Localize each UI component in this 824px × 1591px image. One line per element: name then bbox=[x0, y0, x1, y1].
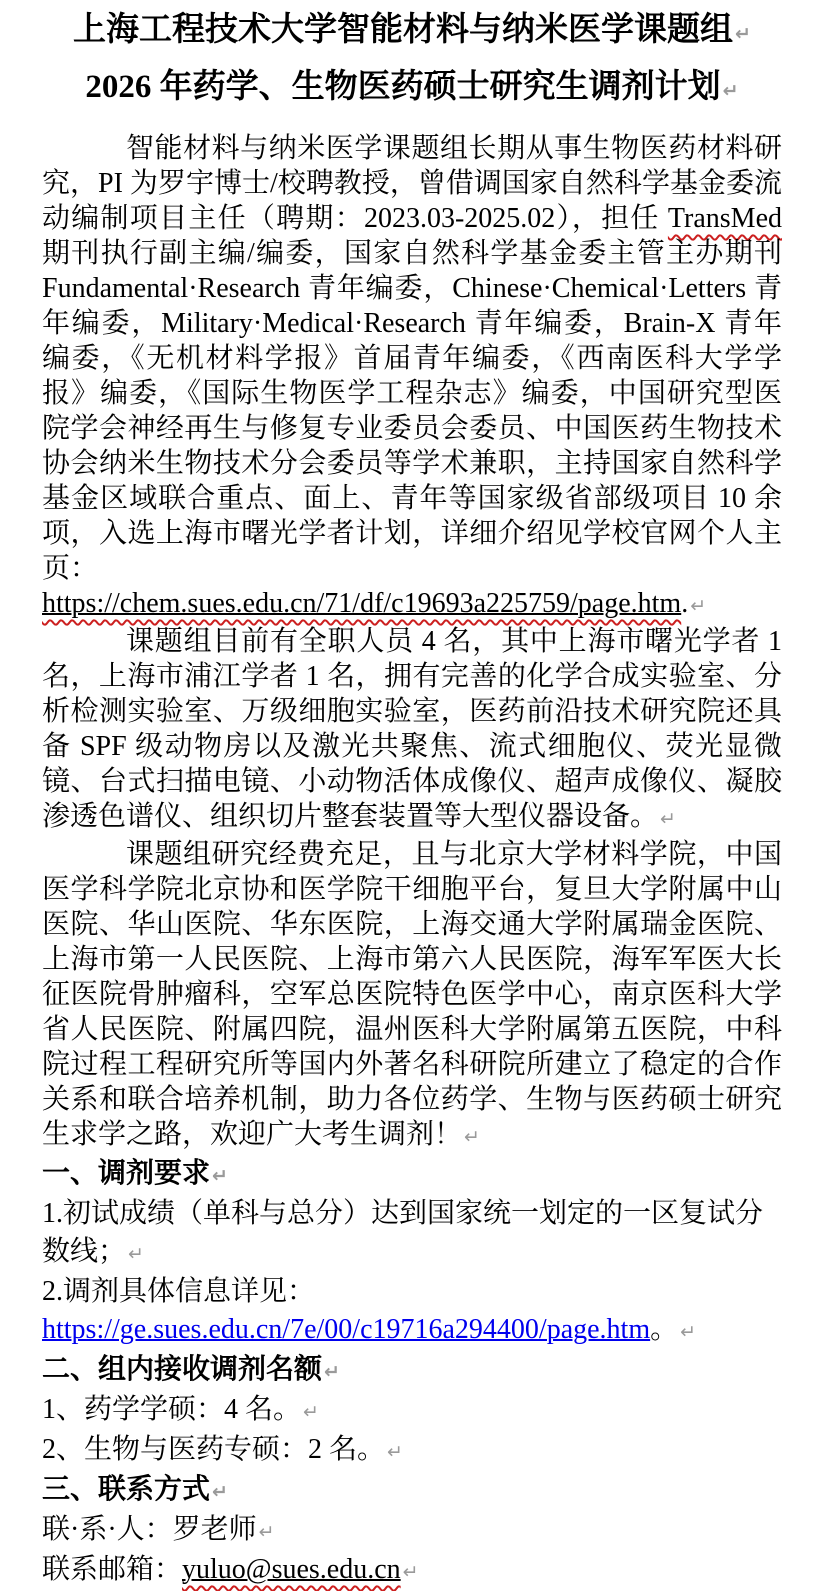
requirement-item-2 bbox=[42, 1273, 782, 1351]
doc-title-line1-text: 上海工程技术大学智能材料与纳米医学课题组 bbox=[73, 12, 734, 48]
section-heading-quota-text: 二、组内接收调剂名额 bbox=[42, 1354, 323, 1385]
contact-person-text: 联·系·人：罗老师 bbox=[42, 1514, 257, 1545]
homepage-link[interactable]: https://chem.sues.edu.cn/71/df/c19693a225759/page.htm bbox=[42, 588, 682, 619]
pilcrow-mark: ↵ bbox=[735, 23, 751, 45]
section-heading-quota bbox=[42, 1351, 782, 1391]
requirement-item-1-text: 1.初试成绩（单科与总分）达到国家统一划定的一区复试分数线； bbox=[42, 1198, 764, 1267]
pilcrow-mark: ↵ bbox=[660, 808, 676, 830]
pilcrow-mark: ↵ bbox=[464, 1126, 480, 1148]
transmed-journal-text: TransMed bbox=[667, 203, 782, 234]
doc-title-line2 bbox=[42, 67, 782, 111]
doc-title-line1 bbox=[42, 10, 782, 54]
quota-item-biomed-text: 2、生物与医药专硕：2 名。 bbox=[42, 1434, 386, 1465]
intro-paragraph-2 bbox=[42, 624, 782, 837]
intro-paragraph-1 bbox=[42, 131, 782, 586]
pilcrow-mark: ↵ bbox=[303, 1401, 319, 1423]
contact-email-line bbox=[42, 1551, 782, 1591]
intro-paragraph-1-text-a: 智能材料与纳米医学课题组长期从事生物医药材料研究，PI 为罗宇博士/校聘教授，曾借调国家自然科学基金委流动编制项目主任（聘期：2023.03-2025.02），担任 bbox=[42, 133, 782, 234]
requirement-item-2-label: 2.调剂具体信息详见： bbox=[42, 1276, 316, 1307]
pilcrow-mark: ↵ bbox=[128, 1243, 144, 1265]
contact-person-line bbox=[42, 1511, 782, 1551]
quota-item-pharmacy bbox=[42, 1391, 782, 1431]
pilcrow-mark: ↵ bbox=[212, 1481, 228, 1503]
contact-email-underline bbox=[182, 1554, 401, 1585]
pilcrow-mark: ↵ bbox=[387, 1441, 403, 1463]
intro-paragraph-1-text-b: 期刊执行副主编/编委，国家自然科学基金委主管主办期刊 Fundamental·Research 青年编委，Chinese·Chemical·Letters 青年编委，Military·Medical·Research 青年编委，Brain-X 青年编委，《无机材料学报》首届青年编委，《西南医科大学学报》编委，《国际生物医学工程杂志》编委，中国研究型医院学会神经再生与修复专业委员会委员、中国医药生物技术协会纳米生物技术分会委员等学术兼职，主持国家自然科学基金区域联合重点、面上、青年等国家级省部级项目 10 余项，入选上海市曙光学者计划，详细介绍见学校官网个人主页： bbox=[42, 238, 782, 584]
quota-item-biomed bbox=[42, 1431, 782, 1471]
pilcrow-mark: ↵ bbox=[402, 1561, 419, 1583]
requirement-item-2-period: 。 bbox=[650, 1314, 679, 1345]
pilcrow-mark: ↵ bbox=[212, 1165, 228, 1187]
pilcrow-mark: ↵ bbox=[722, 80, 739, 102]
homepage-link-underline bbox=[42, 588, 681, 619]
intro-paragraph-3-text: 课题组研究经费充足，且与北京大学材料学院，中国医学科学院北京协和医学院干细胞平台，复旦大学附属中山医院、华山医院、华东医院，上海交通大学附属瑞金医院、上海市第一人民医院、上海市第六人民医院，海军军医大长征医院骨肿瘤科，空军总医院特色医学中心，南京医科大学省人民医院、附属四院，温州医科大学附属第五医院，中科院过程工程研究所等国内外著名科研院所建立了稳定的合作关系和联合培养机制，助力各位药学、生物与医药硕士研究生求学之路，欢迎广大考生调剂！ bbox=[42, 839, 782, 1150]
quota-item-pharmacy-text: 1、药学学硕：4 名。 bbox=[42, 1394, 302, 1425]
transfer-info-link[interactable]: https://ge.sues.edu.cn/7e/00/c19716a294400/page.htm bbox=[42, 1314, 651, 1345]
pilcrow-mark: ↵ bbox=[690, 595, 707, 617]
section-heading-requirements-text: 一、调剂要求 bbox=[42, 1158, 211, 1189]
pilcrow-mark: ↵ bbox=[324, 1361, 340, 1383]
homepage-url-period: . bbox=[681, 588, 689, 619]
contact-email-label: 联系邮箱： bbox=[42, 1554, 183, 1585]
homepage-url-line bbox=[42, 586, 782, 624]
intro-paragraph-2-text: 课题组目前有全职人员 4 名，其中上海市曙光学者 1 名，上海市浦江学者 1 名，拥有完善的化学合成实验室、分析检测实验室、万级细胞实验室，医药前沿技术研究院还具备 SPF 级动物房以及激光共聚焦、流式细胞仪、荧光显微镜、台式扫描电镜、小动物活体成像仪、超声成像仪、凝胶渗透色谱仪、组织切片整套装置等大型仪器设备。 bbox=[42, 626, 782, 832]
pilcrow-mark: ↵ bbox=[680, 1321, 697, 1343]
contact-email-link[interactable]: yuluo@sues.edu.cn bbox=[182, 1554, 401, 1585]
doc-title-line2-text: 2026 年药学、生物医药硕士研究生调剂计划 bbox=[85, 69, 721, 105]
intro-paragraph-3 bbox=[42, 837, 782, 1155]
section-heading-contact bbox=[42, 1471, 782, 1511]
section-heading-contact-text: 三、联系方式 bbox=[42, 1474, 211, 1505]
pilcrow-mark: ↵ bbox=[258, 1521, 275, 1543]
section-heading-requirements bbox=[42, 1155, 782, 1195]
requirement-item-1 bbox=[42, 1195, 782, 1273]
